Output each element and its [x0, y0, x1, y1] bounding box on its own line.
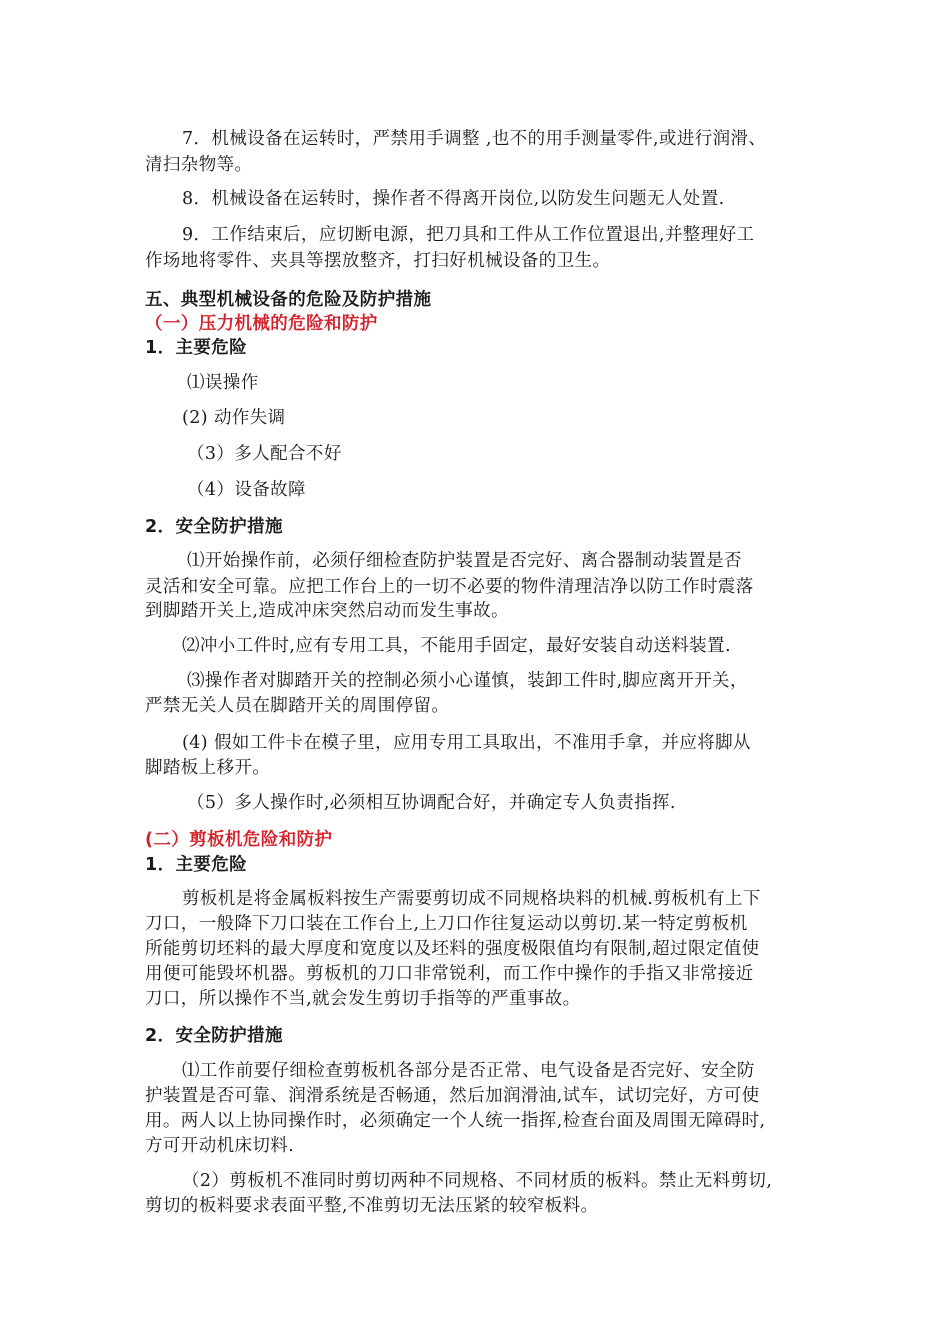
measure-4-line2: 脚踏板上移开。: [145, 758, 271, 778]
shear-danger-line2: 刀口，一般降下刀口装在工作台上,上刀口作往复运动以剪切.某一特定剪板机: [145, 914, 748, 934]
shear-danger-line4: 用便可能毁坏机器。剪板机的刀口非常锐利，而工作中操作的手指又非常接近: [145, 964, 754, 984]
measure-5-line1: （5）多人操作时,必须相互协调配合好，并确定专人负责指挥.: [187, 793, 676, 813]
measure-4-line1: (4) 假如工件卡在模子里，应用专用工具取出，不准用手拿，并应将脚从: [182, 733, 751, 753]
subsection-2-heading-measures: 2．安全防护措施: [145, 1026, 283, 1046]
shear-measure-2-line2: 剪切的板料要求表面平整,不准剪切无法压紧的较窄板料。: [145, 1196, 599, 1216]
item-9-line1: 9．工作结束后，应切断电源，把刀具和工件从工作位置退出,并整理好工: [182, 225, 755, 245]
measure-1-line1: ⑴开始操作前，必须仔细检查防护装置是否完好、离合器制动装置是否: [187, 551, 742, 571]
subsection-1-heading-dangers: 1．主要危险: [145, 338, 248, 358]
subsection-2-title: (二）剪板机危险和防护: [145, 830, 333, 850]
measure-1-line3: 到脚踏开关上,造成冲床突然启动而发生事故。: [145, 601, 509, 621]
item-7-line2: 清扫杂物等。: [145, 155, 253, 175]
shear-measure-1-line3: 用。两人以上协同操作时，必须确定一个人统一指挥,检查台面及周围无障碍时,: [145, 1111, 766, 1131]
shear-measure-1-line4: 方可开动机床切料.: [145, 1136, 295, 1156]
subsection-2-heading-dangers: 1．主要危险: [145, 855, 248, 875]
shear-measure-1-line1: ⑴工作前要仔细检查剪板机各部分是否正常、电气设备是否完好、安全防: [182, 1061, 755, 1081]
measure-3-line1: ⑶操作者对脚踏开关的控制必须小心谨慎，装卸工件时,脚应离开开关，: [187, 671, 748, 691]
danger-item-4: （4）设备故障: [187, 480, 306, 500]
shear-danger-line3: 所能剪切坯料的最大厚度和宽度以及坯料的强度极限值均有限制,超过限定值使: [145, 939, 760, 959]
measure-1-line2: 灵活和安全可靠。应把工作台上的一切不必要的物件清理洁净以防工作时震落: [145, 577, 754, 597]
shear-danger-line5: 刀口，所以操作不当,就会发生剪切手指等的严重事故。: [145, 989, 581, 1009]
section-5-title: 五、典型机械设备的危险及防护措施: [145, 290, 432, 310]
subsection-1-title: （一）压力机械的危险和防护: [145, 314, 378, 334]
subsection-1-heading-measures: 2．安全防护措施: [145, 517, 283, 537]
shear-danger-line1: 剪板机是将金属板料按生产需要剪切成不同规格块料的机械.剪板机有上下: [182, 889, 761, 909]
danger-item-3: （3）多人配合不好: [187, 444, 342, 464]
item-9-line2: 作场地将零件、夹具等摆放整齐，打扫好机械设备的卫生。: [145, 251, 611, 271]
danger-item-2: (2) 动作失调: [182, 408, 286, 428]
item-7-line1: 7．机械设备在运转时，严禁用手调整 ,也不的用手测量零件,或进行润滑、: [182, 129, 767, 149]
danger-item-1: ⑴误操作: [187, 373, 259, 393]
shear-measure-2-line1: （2）剪板机不准同时剪切两种不同规格、不同材质的板料。禁止无料剪切,: [182, 1171, 773, 1191]
item-8-line1: 8．机械设备在运转时，操作者不得离开岗位,以防发生问题无人处置.: [182, 189, 725, 209]
shear-measure-1-line2: 护装置是否可靠、润滑系统是否畅通，然后加润滑油,试车，试切完好，方可使: [145, 1086, 760, 1106]
measure-2-line1: ⑵冲小工件时,应有专用工具，不能用手固定，最好安装自动送料装置.: [182, 636, 731, 656]
measure-3-line2: 严禁无关人员在脚踏开关的周围停留。: [145, 696, 450, 716]
